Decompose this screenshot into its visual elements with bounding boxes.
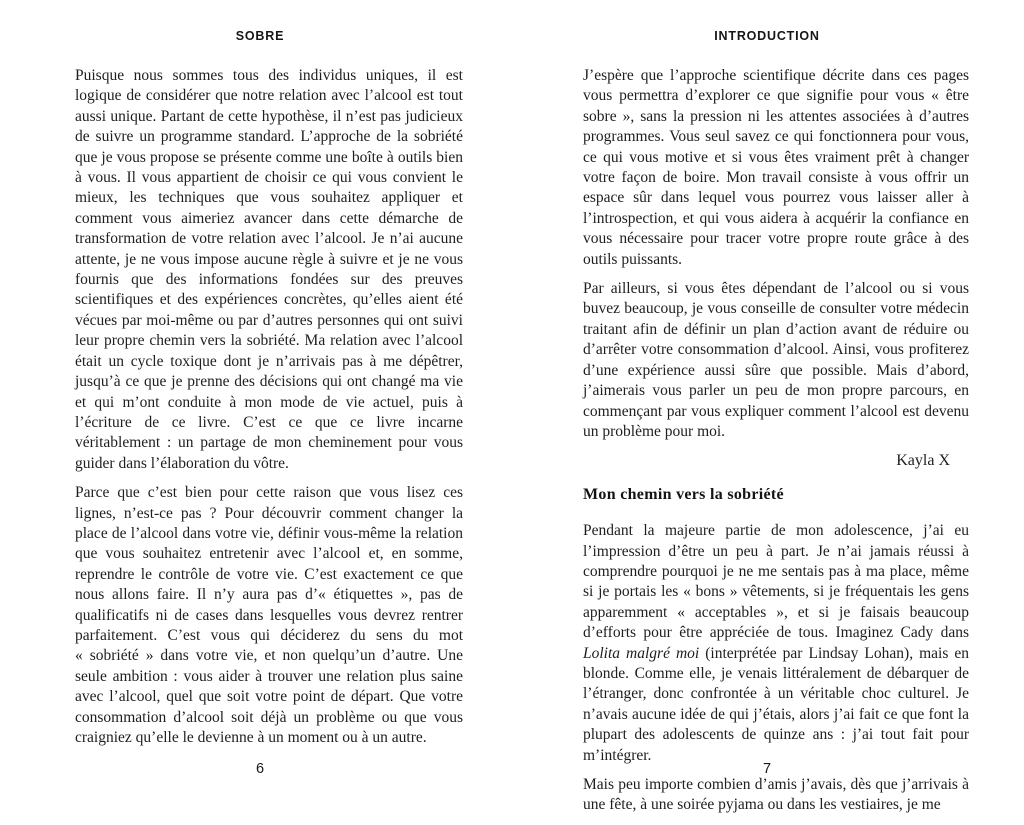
book-page-left bbox=[75, 0, 463, 815]
text-segment: Pendant la majeure partie de mon adolescence, j’ai eu l’impression d’être un peu à part. Je n’ai jamais réussi à comprendre pourquoi je ne me sentais pas à ma place, même si je portais les « bons » vêtements, si je fréquentais les gens apparemment « acceptables », et si je faisais beaucoup d’efforts pour être appréciée de tous. Imaginez Cady dans bbox=[583, 522, 969, 642]
author-signature: Kayla X bbox=[896, 452, 950, 470]
body-paragraph bbox=[75, 483, 463, 748]
body-paragraph bbox=[583, 66, 969, 270]
text-segment: (interprétée par Lindsay Lohan), mais en blonde. Comme elle, je venais littéralement de débarquer de l’étranger, donc confrontée à un véritable choc culturel. Je n’avais aucune idée de qui j’étais, alors j’ai fait ce que font la plupart des adolescents de quinze ans : j’ai tout fait pour m’intégrer. bbox=[583, 644, 969, 764]
page-body-left bbox=[75, 66, 463, 757]
text-segment: Parce que c’est bien pour cette raison que vous lisez ces lignes, n’est-ce pas ? Pour découvrir comment changer la place de l’alcool dans votre vie, définir vous-même la relation que vous souhaitez entretenir avec l’alcool et, en somme, reprendre le contrôle de votre vie. C’est exactement ce que nous allons faire. Il n’y aura pas d’« étiquettes », pas de qualificatifs ni de cases dans lesquelles vous devrez rentrer parfaitement. C’est vous qui déciderez du sens du mot « sobriété » dans votre vie, et non quelqu’un d’autre. Une seule ambition : vous aider à trouver une relation plus saine avec l’alcool, quel que soit votre point de départ. Que votre consommation d’alcool soit déjà un problème ou que vous craigniez qu’elle le devienne à un moment ou à un autre. bbox=[75, 484, 463, 746]
running-head-right: INTRODUCTION bbox=[714, 29, 820, 43]
body-paragraph bbox=[583, 521, 969, 766]
text-segment: Mais peu importe combien d’amis j’avais, dès que j’arrivais à une fête, à une soirée pyjama ou dans les vestiaires, je me bbox=[583, 776, 969, 814]
book-page-right bbox=[583, 0, 969, 815]
page-body-right bbox=[583, 66, 969, 825]
body-paragraph bbox=[583, 279, 969, 442]
page-number-right: 7 bbox=[762, 761, 772, 777]
body-paragraph bbox=[583, 775, 969, 816]
section-heading: Mon chemin vers la sobriété bbox=[583, 485, 784, 503]
text-segment: Par ailleurs, si vous êtes dépendant de l’alcool ou si vous buvez beaucoup, je vous conseille de consulter votre médecin traitant afin de définir un plan d’action avant de réduire ou d’arrêter votre consommation d’alcool. Ainsi, vous profiterez d’une expérience aussi sûre que possible. Mais d’abord, j’aimerais vous parler un peu de mon propre parcours, en commençant par vous expliquer comment l’alcool est devenu un problème pour moi. bbox=[583, 280, 969, 440]
body-paragraph bbox=[75, 66, 463, 474]
text-segment: J’espère que l’approche scientifique décrite dans ces pages vous permettra d’explorer ce que signifie pour vous « être sobre », sans la pression ni les attentes associées à d’autres programmes. Vous seul savez ce qui fonctionnera pour vous, ce qui vous motive et si vous êtes vraiment prêt à changer votre façon de boire. Mon travail consiste à vous offrir un espace sûr dans lequel vous pourrez vous laisser aller à l’introspection, et qui vous aidera à acquérir la confiance en vous nécessaire pour tracer votre propre route grâce à des outils puissants. bbox=[583, 67, 969, 268]
book-title-italic: Lolita malgré moi bbox=[583, 644, 700, 662]
page-number-left: 6 bbox=[255, 761, 265, 777]
text-segment: Puisque nous sommes tous des individus uniques, il est logique de considérer que notre relation avec l’alcool est tout aussi unique. Partant de cette hypothèse, il n’est pas judicieux de suivre un programme standard. L’approche de la sobriété que je vous propose se présente comme une boîte à outils bien à vous. Il vous appartient de choisir ce qui vous convient le mieux, les techniques que vous souhaitez appliquer et comment vous aimeriez avancer dans cette démarche de transformation de votre relation avec l’alcool. Je n’ai aucune attente, je ne vous impose aucune règle à suivre et je ne vous fournis que des informations fondées sur des preuves scientifiques et des expériences concrètes, qu’elles aient été vécues par moi-même ou par d’autres personnes qui ont suivi leur propre chemin vers la sobriété. Ma relation avec l’alcool était un cycle toxique dont je n’arrivais pas à me dépêtrer, jusqu’à ce que je prenne des décisions qui ont changé ma vie et qui m’ont conduite à mon mode de vie actuel, puis à l’écriture de ce livre. C’est ce que ce livre incarne véritablement : un partage de mon cheminement pour vous guider dans l’élaboration du vôtre. bbox=[75, 67, 463, 472]
running-head-left: SOBRE bbox=[235, 29, 285, 43]
